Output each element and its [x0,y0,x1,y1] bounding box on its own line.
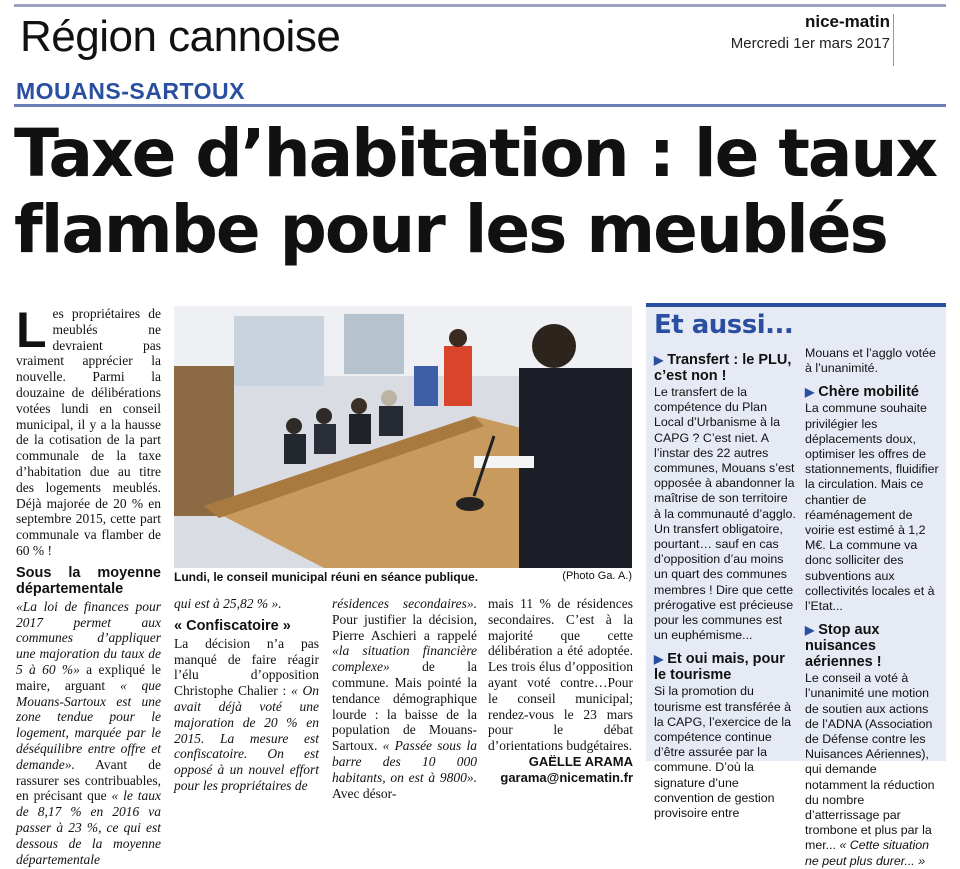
paragraph-aschieri [332,596,477,801]
author-name: GAËLLE ARAMA [528,753,633,769]
quote-chalier: « On avait déjà voté une majoration de 20 % en 2015. La mesure est confiscatoire. On est opposé à un nouvel effort pour les propriétaires de [174,683,320,793]
sidebar-item-nuisances-heading [805,622,940,670]
text-taux-fin: qui est à 25,82 % ». [174,596,282,611]
paragraph-maire [16,599,161,868]
article-column-2 [174,596,319,794]
triangle-icon: ▶ [654,353,664,367]
sidebar-item-plu-body: Le transfert de la compétence du Plan Local d’Urbanisme à la CAPG ? C’est niet. A l’instar des 22 autres communes, Mouans s’est opposée à abandonner la maîtrise de son territoire à la communauté d’agglo. Un transfert obligatoire, pourtant… sauf en cas d’opposition d’au moins un quart des communes membres ! Dire que cette prérogative est précieuse pour les communes est un euphémisme... [654,385,796,643]
quote-habitants: « Passée sous la barre des 10 000 habitants, on est à 9800». [332,738,477,785]
council-photo [174,306,632,568]
sidebar-top-rule [646,303,946,307]
article-column-3 [332,596,477,801]
sidebar-column-2 [805,346,940,869]
quote-zone-tendue: « que Mouans-Sartoux est une zone tendue pour le logement, marquée par le déséquilibre entre offre et demande». [16,677,161,772]
sidebar-item-tourisme-body: Si la promotion du tourisme est transférée à la CAPG, l’exercice de la compétence continue d’être assurée par la commune. D’où la signature d’une convention de gestion provisoire entre [654,684,792,821]
council-photo-illustration [174,306,632,568]
tourisme-heading-text: Et oui mais, pour le tourisme [654,651,785,684]
triangle-icon: ▶ [805,623,815,638]
photo-credit: (Photo Ga. A.) [562,570,632,582]
dropcap: L [16,302,47,358]
caption-text: Lundi, le conseil municipal réuni en séance publique. [174,570,479,584]
triangle-icon: ▶ [805,385,815,400]
text-chalier: La décision n’a pas manqué de faire réagir l’élu d’opposition Christophe Chalier : [174,635,319,699]
paragraph-conclusion: mais 11 % de résidences secondaires. C’est à la majorité que cette délibération a été adoptée. Les trois élus d’opposition ayant voté contre…Pour le conseil municipal; rendez-vous le 23 mars pour le débat d’orientations budgétaires. [488,596,633,754]
top-rule [14,4,946,7]
newspaper-brand: nice-matin [804,12,890,31]
section-title: Région cannoise [20,12,341,61]
mobilite-heading-text: Chère mobilité [818,384,919,401]
quote-situation: «la situation financière complexe» [332,643,477,675]
quote-loi: «La loi de finances pour 2017 permet aux communes d’appliquer une majoration du taux de 5 à 60 %» [16,598,161,677]
sidebar-item-plu-heading [654,352,796,384]
sidebar-item-tourisme-cont: Mouans et l’agglo votée à l’unanimité. [805,346,936,376]
headline: Taxe d’habitation : le taux flambe pour les meublés [14,115,937,268]
nuisances-quote: « Cette situation ne peut plus durer... » [805,838,929,868]
sidebar-column-1 [654,344,796,821]
author-email[interactable]: garama@nicematin.fr [500,769,633,785]
text-desor: Avec désor- [332,785,397,801]
sidebar-title: Et aussi... [654,310,794,340]
article-column-1 [16,302,161,867]
photo-caption [174,570,632,584]
article-column-4 [488,596,633,786]
intro-paragraph [16,302,161,559]
commune-label: MOUANS-SARTOUX [16,78,245,104]
text-residences: résidences secondaires». [332,596,477,611]
sidebar-item-tourisme-heading [654,651,796,683]
nuisances-body-text: Le conseil a voté à l’unanimité une motion de soutien aux actions de l’ADNA (Association de Défense contre les Nuisances Aériennes), qui demande notamment la réduction du nombre d’atterrissage par trombone et plus par la mer... [805,671,935,853]
intro-text: es propriétaires de meublés ne devraient pas vraiment apprécier la nouvelle. Parmi la douzaine de délibérations votées lundi en conseil municipal, il y a la hausse de la cotisation de la part communale de la taxe d’habitation due au titre des logements meublés. Déjà majorée de 20 % en septembre 2015, cette part communale va flamber de 60 % ! [16,306,161,558]
subheading-confiscatoire: « Confiscatoire » [174,617,291,634]
paragraph-chalier [174,636,319,794]
text-tendance: de la commune. Mais pointé la tendance démographique lourde : la baisse de la population de Mouans-Sartoux. [332,659,477,754]
text-aschieri: Pour justifier la décision, Pierre Aschieri a rappelé [332,611,477,643]
text-rassurer: Avant de rassurer ses contribuables, en précisant que [16,756,161,804]
nuisances-heading-text: Stop aux nuisances aériennes ! [805,622,882,671]
sidebar-item-nuisances-body [805,671,940,869]
commune-rule [14,104,946,107]
header-divider [893,14,894,66]
quote-taux: « le taux de 8,17 % en 2016 va passer à 23 %, ce qui est dessous de la moyenne départementale [16,788,161,867]
text-arguant: a expliqué le maire, arguant [16,661,161,693]
subheading-departementale: Sous la moyenne départementale [16,564,161,597]
issue-date: Mercredi 1er mars 2017 [730,35,890,52]
sidebar-item-mobilite-heading [805,384,940,400]
triangle-icon: ▶ [654,652,664,667]
plu-heading-text: Transfert : le PLU, c’est non ! [654,352,792,384]
sidebar-item-mobilite-body: La commune souhaite privilégier les déplacements doux, optimiser les offres de stationnements, fluidifier la circulation. Mais ce chantier de réaménagement de voirie est estimé à 1,2 M€. La commune va donc solliciter des subventions aux collectivités locales et à l’Etat... [805,401,939,614]
